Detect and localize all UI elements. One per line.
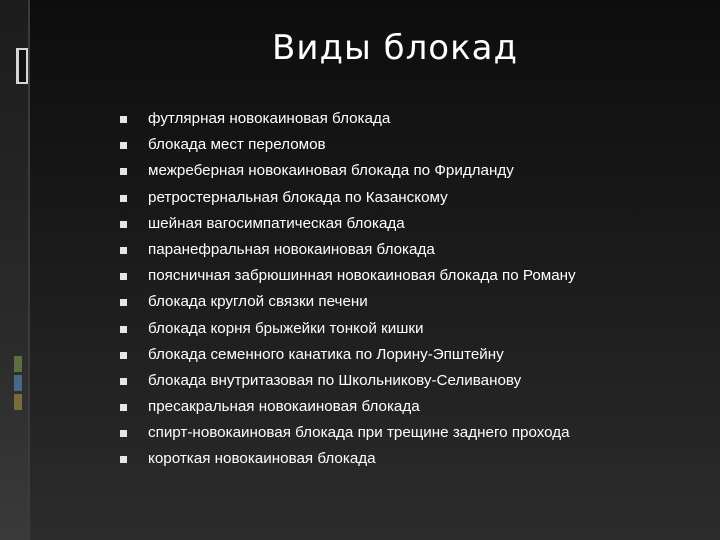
slide-title: Виды блокад bbox=[272, 28, 518, 68]
bullet-item bbox=[120, 446, 576, 472]
bullet-text: блокада корня брыжейки тонкой кишки bbox=[148, 319, 424, 337]
bullet-list bbox=[120, 106, 576, 473]
bullet-item bbox=[120, 368, 576, 394]
square-bullet-icon bbox=[120, 195, 127, 202]
square-bullet-icon bbox=[120, 456, 127, 463]
left-decoration-bar bbox=[0, 0, 28, 540]
bullet-item bbox=[120, 289, 576, 315]
bullet-text: блокада внутритазовая по Школьникову-Селиванову bbox=[148, 371, 522, 389]
bullet-text: короткая новокаиновая блокада bbox=[148, 450, 376, 468]
bullet-text: спирт-новокаиновая блокада при трещине заднего прохода bbox=[148, 424, 570, 442]
accent-swatch-blue bbox=[14, 375, 22, 391]
bullet-item bbox=[120, 316, 576, 342]
bullet-item bbox=[120, 420, 576, 446]
bullet-text: межреберная новокаиновая блокада по Фридланду bbox=[148, 162, 514, 180]
bullet-item bbox=[120, 237, 576, 263]
square-bullet-icon bbox=[120, 378, 127, 385]
bullet-text: поясничная забрюшинная новокаиновая блокада по Роману bbox=[148, 267, 576, 285]
square-bullet-icon bbox=[120, 247, 127, 254]
square-bullet-icon bbox=[120, 352, 127, 359]
bullet-item bbox=[120, 158, 576, 184]
square-bullet-icon bbox=[120, 299, 127, 306]
square-bullet-icon bbox=[120, 430, 127, 437]
bullet-text: паранефральная новокаиновая блокада bbox=[148, 240, 435, 258]
bullet-text: пресакральная новокаиновая блокада bbox=[148, 398, 420, 416]
square-bullet-icon bbox=[120, 168, 127, 175]
accent-swatch-green bbox=[14, 356, 22, 372]
bullet-item bbox=[120, 106, 576, 132]
square-bullet-icon bbox=[120, 142, 127, 149]
bullet-text: ретростернальная блокада по Казанскому bbox=[148, 188, 448, 206]
bullet-item bbox=[120, 211, 576, 237]
bullet-text: шейная вагосимпатическая блокада bbox=[148, 214, 405, 232]
bullet-text: футлярная новокаиновая блокада bbox=[148, 110, 391, 127]
accent-swatch-gold bbox=[14, 394, 22, 410]
bullet-item bbox=[120, 185, 576, 211]
bullet-item bbox=[120, 394, 576, 420]
square-bullet-icon bbox=[120, 404, 127, 411]
bullet-item bbox=[120, 263, 576, 289]
square-bullet-icon bbox=[120, 221, 127, 228]
square-bullet-icon bbox=[120, 116, 127, 123]
square-bullet-icon bbox=[120, 326, 127, 333]
left-divider-line bbox=[28, 0, 30, 540]
bullet-text: блокада мест переломов bbox=[148, 136, 326, 154]
bullet-item bbox=[120, 132, 576, 158]
bullet-text: блокада семенного канатика по Лорину-Эпштейну bbox=[148, 345, 504, 363]
square-bullet-icon bbox=[120, 273, 127, 280]
bullet-item bbox=[120, 342, 576, 368]
bullet-text: блокада круглой связки печени bbox=[148, 293, 368, 311]
